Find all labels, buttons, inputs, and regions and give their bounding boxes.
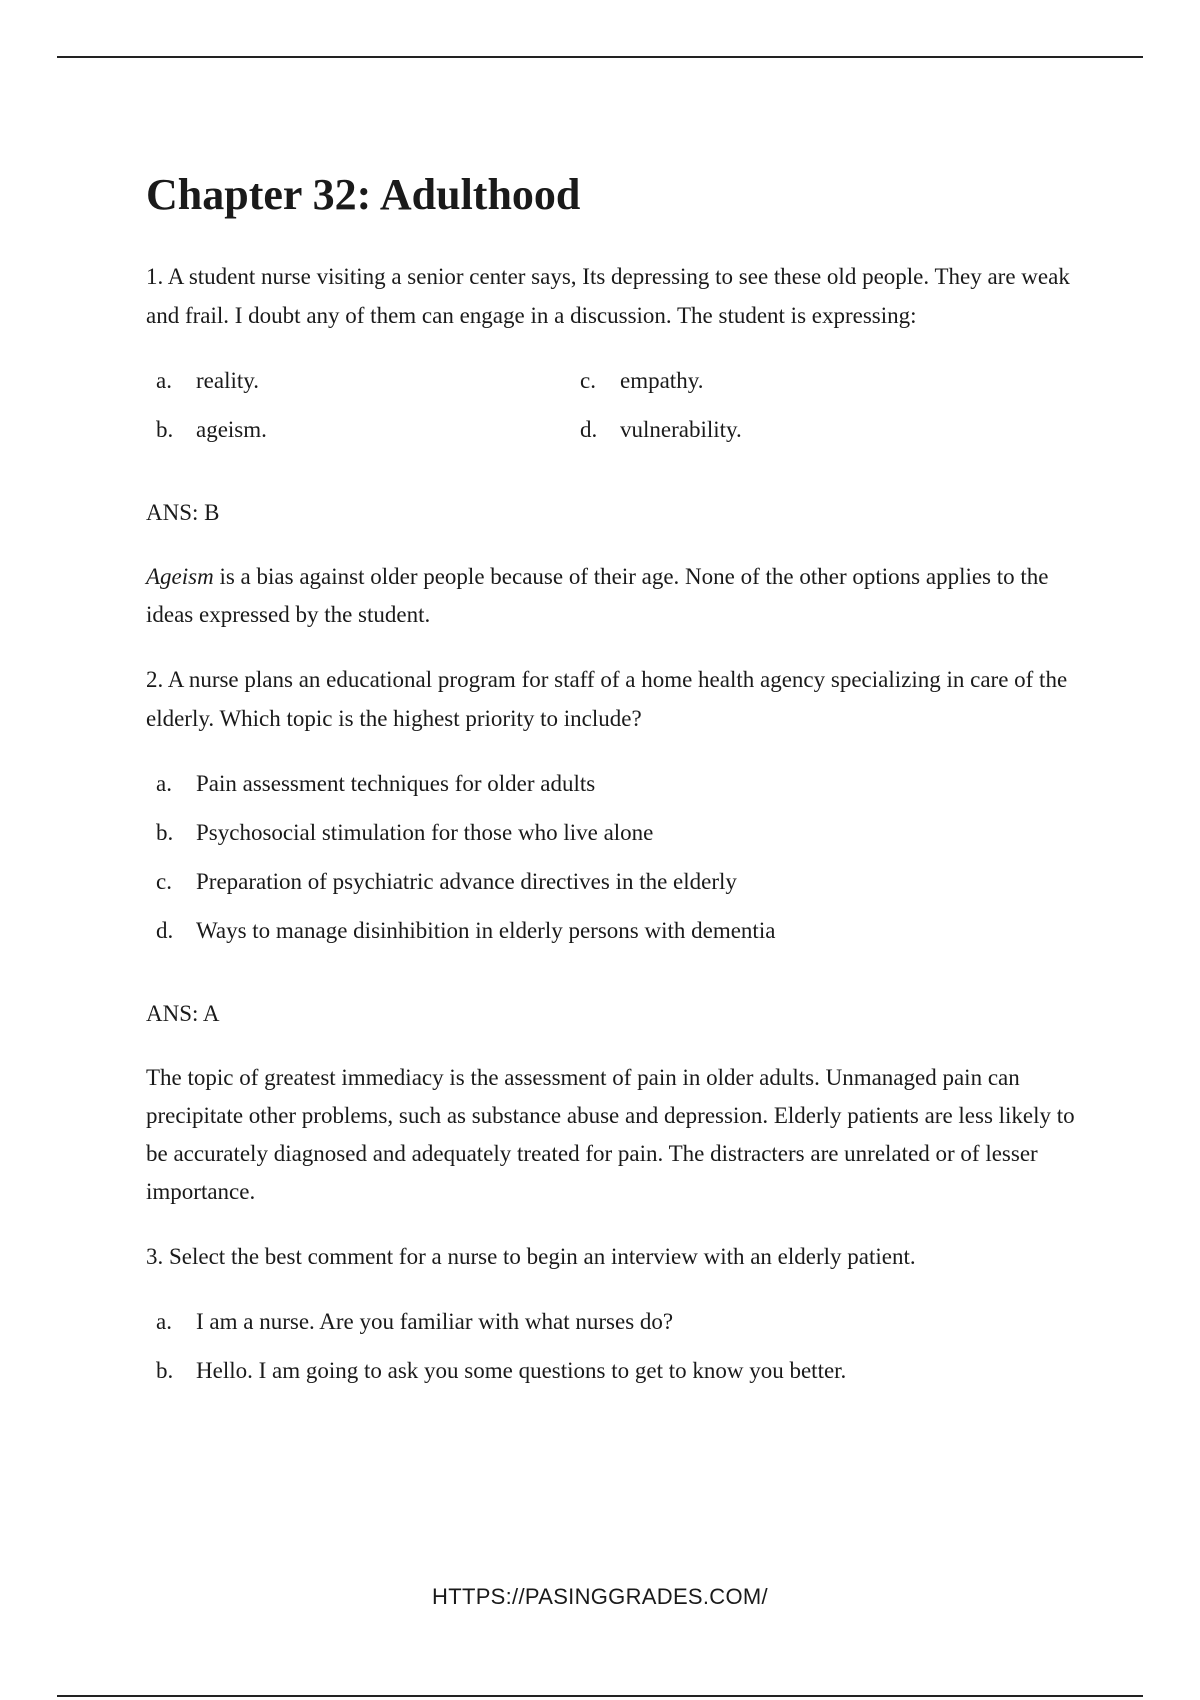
option-text: vulnerability. <box>620 416 742 442</box>
answer-key: ANS: B <box>146 499 220 525</box>
bottom-rule <box>57 1695 1143 1697</box>
question-2 <box>146 660 1090 1211</box>
page-content <box>146 170 1090 1434</box>
rationale-term: Ageism <box>146 563 214 589</box>
question-body: A nurse plans an educational program for staff of a home health agency specializing in care of the elderly. Which topic is the highest priority to include? <box>146 666 1068 731</box>
option-b <box>156 813 1090 852</box>
option-letter: b. <box>156 1357 174 1383</box>
question-text <box>146 660 1090 738</box>
option-text: Preparation of psychiatric advance directives in the elderly <box>196 868 737 894</box>
option-text: I am a nurse. Are you familiar with what nurses do? <box>196 1308 674 1334</box>
option-text: Pain assessment techniques for older adults <box>196 770 596 796</box>
option-letter: d. <box>156 917 174 943</box>
answer-options <box>156 1302 1090 1390</box>
answer-options <box>156 764 1090 950</box>
answer-options <box>156 361 1090 449</box>
option-b <box>156 410 580 449</box>
footer-url: HTTPS://PASINGGRADES.COM/ <box>432 1584 768 1609</box>
option-letter: a. <box>156 1308 172 1334</box>
option-letter: d. <box>580 416 598 442</box>
option-text: ageism. <box>196 416 267 442</box>
question-body: A student nurse visiting a senior center says, Its depressing to see these old people. They are weak and frail. I doubt any of them can engage in a discussion. The student is expressing: <box>146 263 1070 328</box>
question-number: 1. <box>146 263 164 289</box>
option-c <box>580 361 1090 400</box>
option-text: Hello. I am going to ask you some questions to get to know you better. <box>196 1357 847 1383</box>
option-text: Ways to manage disinhibition in elderly persons with dementia <box>196 917 776 943</box>
question-3 <box>146 1237 1090 1390</box>
answer-key: ANS: A <box>146 1000 220 1026</box>
question-text <box>146 257 1090 335</box>
option-text: Psychosocial stimulation for those who live alone <box>196 819 654 845</box>
rationale <box>146 558 1090 634</box>
question-1 <box>146 257 1090 634</box>
option-letter: c. <box>156 868 172 894</box>
option-d <box>580 410 1090 449</box>
option-letter: a. <box>156 770 172 796</box>
rationale-text: is a bias against older people because of their age. None of the other options applies to the ideas expressed by the student. <box>146 563 1049 627</box>
question-body: Select the best comment for a nurse to begin an interview with an elderly patient. <box>169 1243 916 1269</box>
option-letter: b. <box>156 819 174 845</box>
rationale: The topic of greatest immediacy is the assessment of pain in older adults. Unmanaged pain can precipitate other problems, such as substance abuse and depression. Elderly patients are less likely to be accurately diagnosed and adequately treated for pain. The distracters are unrelated or of lesser importance. <box>146 1064 1075 1204</box>
option-letter: a. <box>156 367 172 393</box>
option-letter: b. <box>156 416 174 442</box>
chapter-title: Chapter 32: Adulthood <box>146 170 581 219</box>
option-text: empathy. <box>620 367 704 393</box>
option-a <box>156 361 580 400</box>
option-b <box>156 1351 1090 1390</box>
option-text: reality. <box>196 367 260 393</box>
option-a <box>156 764 1090 803</box>
top-rule <box>57 56 1143 58</box>
option-letter: c. <box>580 367 596 393</box>
option-c <box>156 862 1090 901</box>
option-a <box>156 1302 1090 1341</box>
question-text <box>146 1237 1090 1276</box>
question-number: 3. <box>146 1243 164 1269</box>
option-d <box>156 911 1090 950</box>
question-number: 2. <box>146 666 164 692</box>
